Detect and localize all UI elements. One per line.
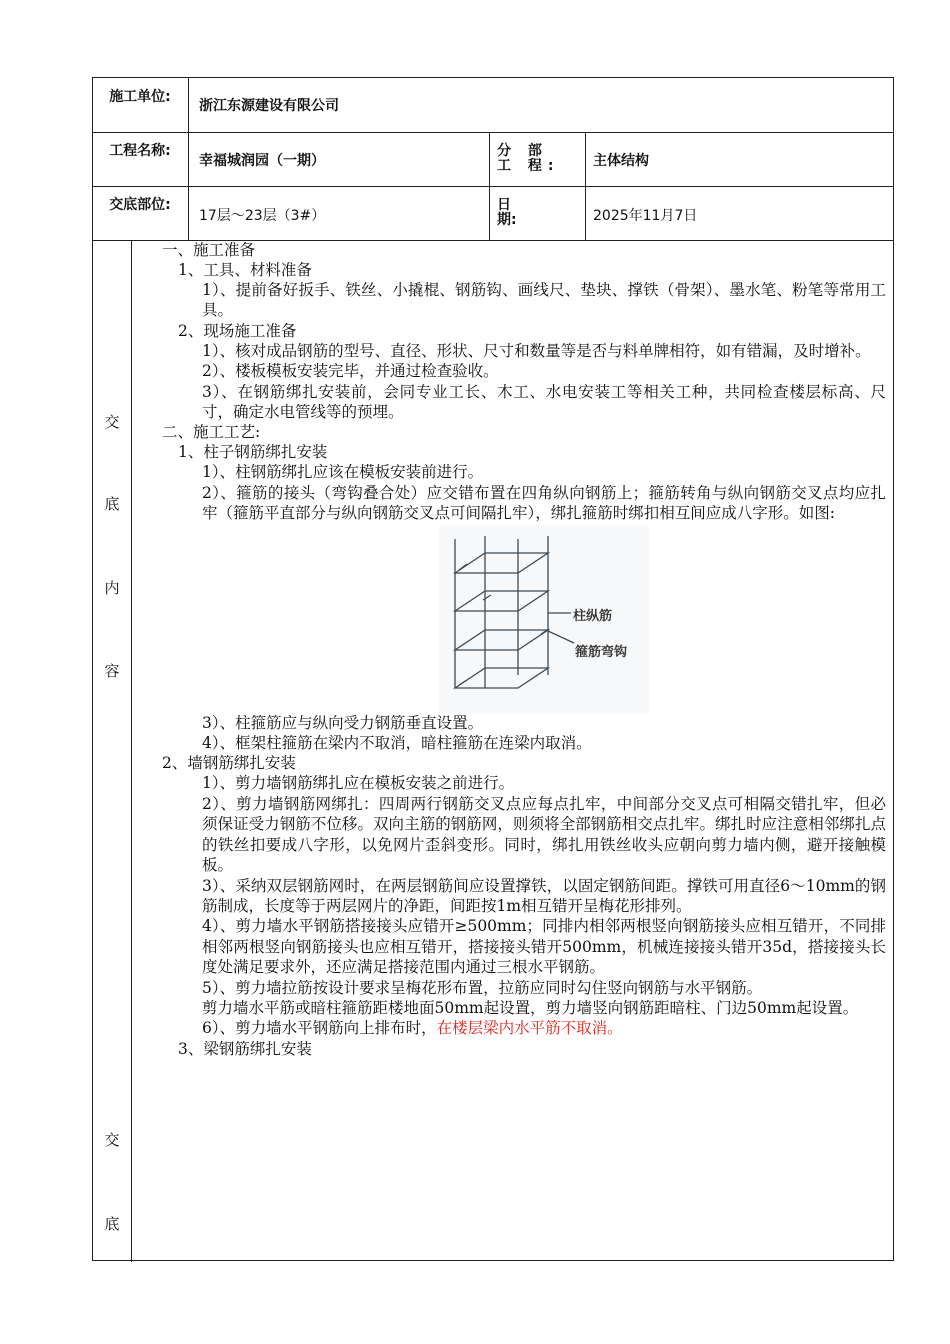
paragraph: 1）、剪力墙钢筋绑扎应在模板安装之前进行。 — [202, 774, 515, 793]
subsection-title: 2、现场施工准备 — [178, 321, 297, 340]
paragraph: 3）、采纳双层钢筋网时，在两层钢筋间应设置撑铁，以固定钢筋间距。撑铁可用直径6～10mm的钢筋制成，长度等于两层网片的净距，间距按1m相互错开呈梅花形排列。 — [202, 876, 886, 915]
figure-label-stirrup-hook: 箍筋弯钩 — [575, 644, 628, 660]
side-label-char: 交 — [104, 413, 120, 431]
paragraph: 1）、核对成品钢筋的型号、直径、形状、尺寸和数量等是否与料单牌相符，如有错漏，及时增补。 — [202, 341, 871, 360]
paragraph: 2）、箍筋的接头（弯钩叠合处）应交错布置在四角纵向钢筋上；箍筋转角与纵向钢筋交叉点均应扎牢（箍筋平直部分与纵向钢筋交叉点可间隔扎牢），绑扎箍筋时绑扣相互间应成八字形。如图: — [202, 483, 886, 523]
paragraph: 3）、柱箍筋应与纵向受力钢筋垂直设置。 — [202, 713, 484, 732]
paragraph: 4）、框架柱箍筋在梁内不取消，暗柱箍筋在连梁内取消。 — [202, 734, 592, 753]
column-rebar-diagram — [439, 525, 649, 713]
paragraph-text: 6）、剪力墙水平钢筋向上排布时， — [202, 1019, 437, 1038]
paragraph: 2）、楼板模板安装完毕，并通过检查验收。 — [202, 362, 499, 381]
paragraph: 1）、柱钢筋绑扎应该在模板安装前进行。 — [202, 463, 484, 482]
col-divider — [131, 240, 132, 1262]
division-value: 主体结构 — [593, 153, 649, 169]
subsection-title: 3、梁钢筋绑扎安装 — [178, 1039, 312, 1058]
side-label-char: 底 — [104, 495, 120, 513]
date-label: 日 期: — [497, 197, 517, 228]
unit-value: 浙江东源建设有限公司 — [199, 98, 339, 114]
project-label: 工程名称: — [109, 143, 171, 159]
division-label: 分 部 工 程: — [497, 143, 560, 174]
disclosure-table — [92, 77, 894, 1261]
date-value: 2025年11月7日 — [593, 208, 698, 224]
col-divider — [489, 132, 490, 240]
paragraph: 1）、提前备好扳手、铁丝、小撬棍、钢筋钩、画线尺、垫块、撑铁（骨架）、墨水笔、粉笔等常用工具。 — [202, 281, 886, 320]
side-label-char: 交 — [104, 1131, 120, 1149]
subsection-title: 2、墙钢筋绑扎安装 — [162, 754, 296, 773]
project-value: 幸福城润园（一期） — [199, 153, 325, 169]
paragraph: 4）、剪力墙水平钢筋搭接接头应错开≥500mm；同排内相邻两根竖向钢筋接头应相互错开，不同排相邻两根竖向钢筋接头也应相互错开，搭接接头错开500mm，机械连接接头错开35d，搭接接头长度处满足要求外，还应满足搭接范围内通过三根水平钢筋。 — [202, 917, 886, 977]
part-value: 17层～23层（3#） — [199, 208, 326, 224]
section-title: 一、施工准备 — [162, 241, 256, 259]
paragraph: 2）、剪力墙钢筋网绑扎：四周两行钢筋交叉点应每点扎牢，中间部分交叉点可相隔交错扎牢，但必须保证受力钢筋不位移。双向主筋的钢筋网，则须将全部钢筋相交点扎牢。绑扎时应注意相邻绑扎点的铁丝扣要成八字形，以免网片歪斜变形。同时，绑扎用铁丝收头应朝向剪力墙内侧，避开接触模板。 — [202, 794, 886, 875]
paragraph: 3）、在钢筋绑扎安装前，会同专业工长、木工、水电安装工等相关工种，共同检查楼层标高、尺寸，确定水电管线等的预埋。 — [202, 382, 886, 422]
highlighted-text: 在楼层梁内水平筋不取消。 — [436, 1019, 623, 1038]
side-label-char: 底 — [104, 1215, 120, 1233]
section-title: 二、施工工艺: — [162, 423, 261, 442]
side-label-char: 内 — [104, 579, 120, 597]
subsection-title: 1、柱子钢筋绑扎安装 — [178, 443, 328, 462]
paragraph — [134, 1018, 886, 1038]
paragraph: 剪力墙水平筋或暗柱箍筋距楼地面50mm起设置，剪力墙竖向钢筋距暗柱、门边50mm起设置。 — [202, 998, 859, 1017]
col-divider — [188, 78, 189, 240]
subsection-title: 1、工具、材料准备 — [178, 261, 312, 279]
disclosure-content — [134, 240, 886, 1059]
unit-label: 施工单位: — [109, 89, 171, 105]
side-label-char: 容 — [104, 662, 120, 680]
paragraph: 5）、剪力墙拉筋按设计要求呈梅花形布置，拉筋应同时勾住竖向钢筋与水平钢筋。 — [202, 978, 763, 997]
col-divider — [585, 132, 586, 240]
row-divider — [93, 132, 893, 133]
figure-label-longitudinal-bar: 柱纵筋 — [573, 608, 613, 624]
part-label: 交底部位: — [109, 197, 171, 213]
column-rebar-figure — [439, 525, 649, 713]
row-divider — [93, 186, 893, 187]
